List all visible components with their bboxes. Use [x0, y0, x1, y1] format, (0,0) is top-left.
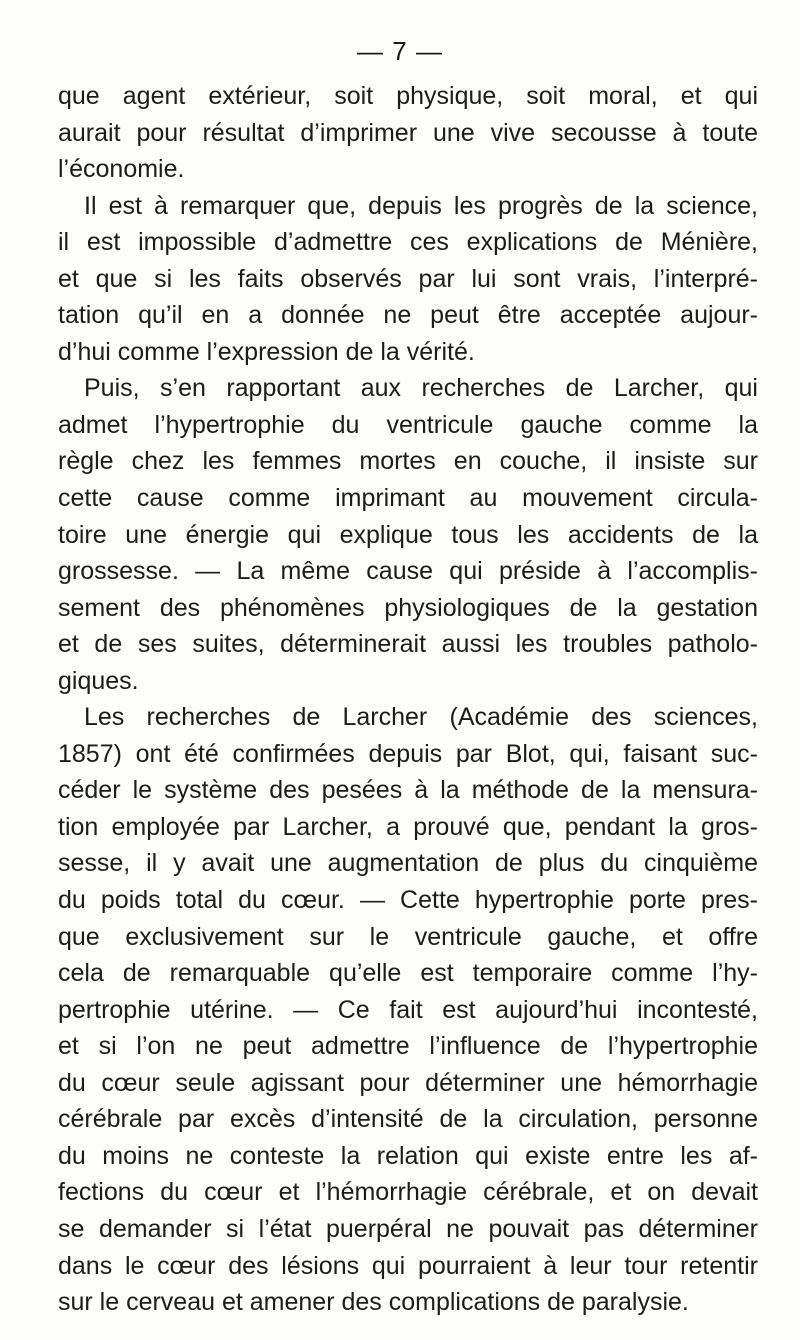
text-line: règle chez les femmes mortes en couche, il insiste sur: [58, 447, 758, 476]
text-line: toire une énergie qui explique tous les accidents de la: [58, 520, 758, 549]
text-line: tion employée par Larcher, a prouvé que, pendant la gros-: [58, 812, 758, 841]
text-line: Il est à remarquer que, depuis les progrès de la science,: [84, 191, 758, 220]
text-line: il est impossible d’admettre ces explications de Ménière,: [58, 228, 758, 257]
text-line: sur le cerveau et amener des complications de paralysie.: [58, 1288, 689, 1317]
text-line: et de ses suites, déterminerait aussi les troubles patholo-: [58, 630, 758, 659]
text-line: fections du cœur et l’hémorrhagie cérébrale, et on devait: [58, 1178, 758, 1207]
text-line: admet l’hypertrophie du ventricule gauche comme la: [58, 410, 758, 439]
text-line: sement des phénomènes physiologiques de la gestation: [58, 593, 758, 622]
text-line: sesse, il y avait une augmentation de plus du cinquième: [58, 849, 758, 878]
body-text: [58, 78, 758, 1321]
text-line: aurait pour résultat d’imprimer une vive secousse à toute: [58, 118, 758, 147]
text-line: giques.: [58, 666, 139, 695]
text-line: 1857) ont été confirmées depuis par Blot, qui, faisant suc-: [58, 739, 758, 768]
text-line: pertrophie utérine. — Ce fait est aujourd’hui incontesté,: [58, 995, 758, 1024]
text-line: que exclusivement sur le ventricule gauche, et offre: [58, 922, 758, 951]
text-line: cela de remarquable qu’elle est temporaire comme l’hy-: [58, 959, 758, 988]
text-line: et si l’on ne peut admettre l’influence de l’hypertrophie: [58, 1032, 758, 1061]
text-line: Les recherches de Larcher (Académie des sciences,: [84, 703, 758, 732]
text-line: d’hui comme l’expression de la vérité.: [58, 337, 475, 366]
text-line: du moins ne conteste la relation qui existe entre les af-: [58, 1141, 758, 1170]
text-line: et que si les faits observés par lui sont vrais, l’interpré-: [58, 264, 758, 293]
text-line: céder le système des pesées à la méthode de la mensura-: [58, 776, 758, 805]
text-line: du cœur seule agissant pour déterminer une hémorrhagie: [58, 1068, 758, 1097]
text-line: tation qu’il en a donnée ne peut être acceptée aujour-: [58, 301, 758, 330]
text-line: grossesse. — La même cause qui préside à l’accomplis-: [58, 557, 758, 586]
page-number: — 7 —: [357, 36, 443, 66]
text-line: que agent extérieur, soit physique, soit moral, et qui: [58, 82, 758, 110]
text-line: Puis, s’en rapportant aux recherches de Larcher, qui: [84, 374, 758, 403]
text-line: dans le cœur des lésions qui pourraient à leur tour retentir: [58, 1251, 758, 1280]
text-line: se demander si l’état puerpéral ne pouvait pas déterminer: [58, 1214, 758, 1243]
text-line: l’économie.: [58, 155, 185, 184]
text-line: cette cause comme imprimant au mouvement circula-: [58, 484, 758, 513]
text-line: cérébrale par excès d’intensité de la circulation, personne: [58, 1105, 758, 1134]
text-line: du poids total du cœur. — Cette hypertrophie porte pres-: [58, 886, 758, 915]
